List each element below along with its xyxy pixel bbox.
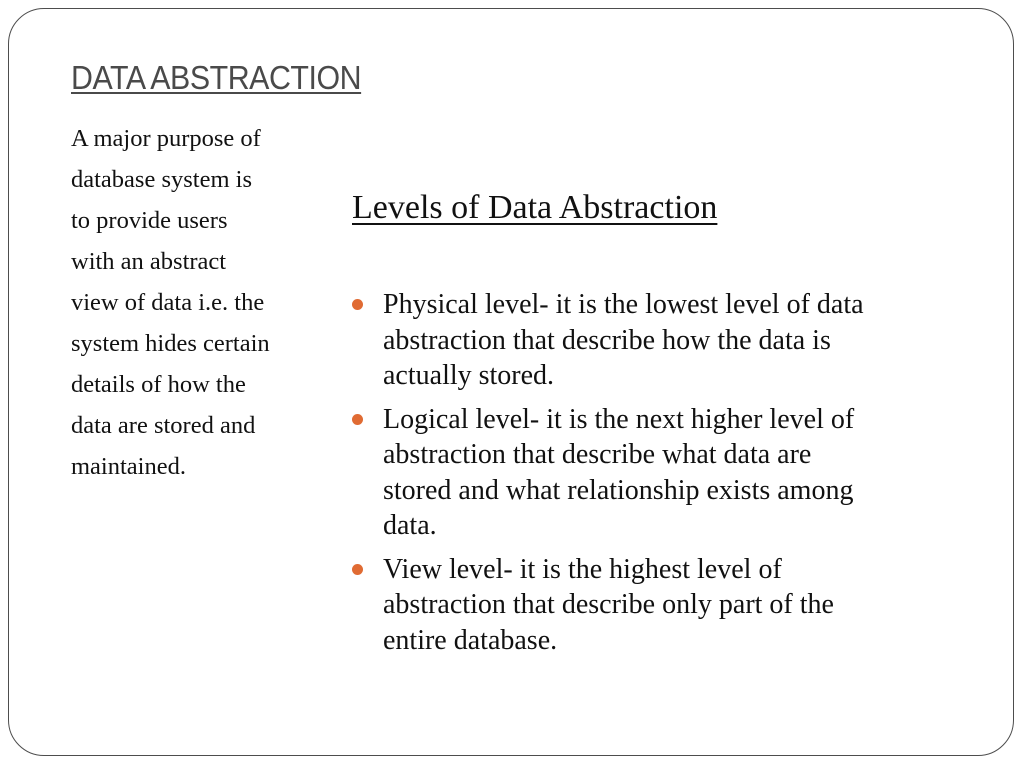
level-line: abstraction that describe only part of the <box>383 589 834 620</box>
intro-line: details of how the <box>71 371 246 398</box>
intro-line: data are stored and <box>71 412 256 439</box>
intro-line: database system is <box>71 166 252 193</box>
level-line: actually stored. <box>383 360 555 391</box>
level-line: View level- it is the highest level of <box>383 553 782 585</box>
intro-paragraph <box>71 118 333 487</box>
bullet-icon <box>352 299 363 310</box>
intro-line: maintained. <box>71 453 186 480</box>
level-line: Physical level- it is the lowest level of data <box>383 289 864 320</box>
level-line: stored and what relationship exists among <box>383 474 854 506</box>
level-item-view <box>352 552 972 659</box>
level-item-physical <box>352 287 972 394</box>
level-item-logical <box>352 402 972 544</box>
level-line: Logical level- it is the next higher level of <box>383 403 855 435</box>
intro-line: A major purpose of <box>71 125 261 152</box>
intro-line: view of data i.e. the <box>71 289 265 316</box>
level-line: data. <box>383 510 437 541</box>
level-line: abstraction that describe what data are <box>383 439 812 470</box>
levels-list <box>352 287 972 666</box>
slide-title: DATA ABSTRACTION <box>71 59 362 96</box>
bullet-icon <box>352 414 363 425</box>
level-line: abstraction that describe how the data is <box>383 324 831 356</box>
intro-line: to provide users <box>71 207 228 234</box>
intro-line: with an abstract <box>71 248 227 275</box>
slide-frame <box>8 8 1014 756</box>
intro-line: system hides certain <box>71 330 270 357</box>
bullet-icon <box>352 564 363 575</box>
levels-heading: Levels of Data Abstraction <box>352 189 718 226</box>
level-line: entire database. <box>383 624 558 656</box>
